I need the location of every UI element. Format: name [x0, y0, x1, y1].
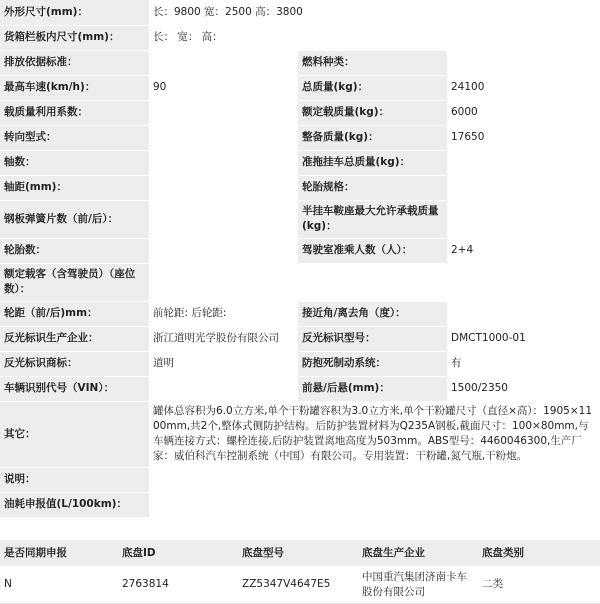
reflector-manufacturer-label: 反光标识生产企业：: [0, 326, 149, 351]
tire-count-label: 轮胎数：: [0, 238, 149, 263]
emission-standard-label: 排放依据标准：: [0, 50, 149, 75]
approach-angle-value: [447, 301, 600, 326]
wheelbase-value: [149, 175, 298, 200]
overhang-label: 前悬/后悬(mm)：: [298, 376, 447, 401]
wheelbase-label: 轴距(mm)：: [0, 175, 149, 200]
note-label: 说明：: [0, 467, 149, 492]
load-coefficient-label: 载质量利用系数：: [0, 100, 149, 125]
chassis-category-value: 二类: [478, 566, 600, 603]
load-coefficient-value: [149, 100, 298, 125]
saddle-load-label: 半挂车鞍座最大允许承载质量(kg)：: [298, 200, 447, 238]
reflector-brand-value: 道明: [149, 351, 298, 376]
fuel-consumption-label: 油耗申报值(L/100km)：: [0, 492, 149, 517]
chassis-header-id: 底盘ID: [118, 540, 238, 567]
overhang-value: 1500/2350: [447, 376, 600, 401]
saddle-load-value: [447, 200, 600, 238]
max-speed-value: 90: [149, 75, 298, 100]
dimensions-label: 外形尺寸(mm)：: [0, 0, 149, 25]
other-value: 罐体总容积为6.0立方米,单个干粉罐容积为3.0立方米,单个干粉罐尺寸（直径×高）：1905×1100mm,共2个,整体式侧防护结构。后防护装置材料为Q235A钢板,截面尺寸：100×80mm,与车辆连接方式：螺栓连接,后防护装置离地高度为503mm。ABS型号：4460046300,生产厂家：威伯科汽车控制系统（中国）有限公司。专用装置：干粉罐,氮气瓶,干粉炮。: [149, 401, 600, 467]
abs-label: 防抱死制动系统：: [298, 351, 447, 376]
reflector-model-label: 反光标识型号：: [298, 326, 447, 351]
total-mass-value: 24100: [447, 75, 600, 100]
trailer-mass-label: 准拖挂车总质量(kg)：: [298, 150, 447, 175]
fuel-type-label: 燃料种类：: [298, 50, 447, 75]
spring-count-value: [149, 200, 298, 238]
chassis-sync-value: N: [0, 566, 118, 603]
chassis-header-manufacturer: 底盘生产企业: [358, 540, 478, 567]
curb-mass-value: 17650: [447, 125, 600, 150]
total-mass-label: 总质量(kg)：: [298, 75, 447, 100]
rated-load-label: 额定载质量(kg)：: [298, 100, 447, 125]
vin-label: 车辆识别代号（VIN）：: [0, 376, 149, 401]
fuel-consumption-value: [149, 492, 600, 517]
approach-angle-label: 接近角/离去角（度）：: [298, 301, 447, 326]
trailer-mass-value: [447, 150, 600, 175]
section-gap: [0, 518, 600, 540]
chassis-table: [0, 540, 600, 604]
chassis-header-row: [0, 540, 600, 567]
cab-occupancy-label: 驾驶室准乘人数（人）：: [298, 238, 447, 263]
reflector-model-value: DMCT1000-01: [447, 326, 600, 351]
curb-mass-label: 整备质量(kg)：: [298, 125, 447, 150]
rated-load-value: 6000: [447, 100, 600, 125]
max-speed-label: 最高车速(km/h)：: [0, 75, 149, 100]
steering-type-label: 转向型式：: [0, 125, 149, 150]
chassis-header-model: 底盘型号: [238, 540, 358, 567]
table-row: [0, 566, 600, 603]
tire-spec-label: 轮胎规格：: [298, 175, 447, 200]
axle-count-label: 轴数：: [0, 150, 149, 175]
chassis-header-category: 底盘类别: [478, 540, 600, 567]
reflector-manufacturer-value: 浙江道明光学股份有限公司: [149, 326, 298, 351]
chassis-id-value: 2763814: [118, 566, 238, 603]
chassis-model-value: ZZ5347V4647E5: [238, 566, 358, 603]
cab-occupancy-value: 2+4: [447, 238, 600, 263]
tire-count-value: [149, 238, 298, 263]
abs-value: 有: [447, 351, 600, 376]
reflector-brand-label: 反光标识商标：: [0, 351, 149, 376]
emission-standard-value: [149, 50, 298, 75]
vin-value: [149, 376, 298, 401]
axle-count-value: [149, 150, 298, 175]
steering-type-value: [149, 125, 298, 150]
other-label: 其它：: [0, 401, 149, 467]
fuel-type-value: [447, 50, 600, 75]
chassis-manufacturer-value: 中国重汽集团济南卡车股份有限公司: [358, 566, 478, 603]
spring-count-label: 钢板弹簧片数（前/后）：: [0, 200, 149, 238]
passenger-capacity-value: [149, 263, 600, 301]
cargo-dimensions-value: 长： 宽： 高：: [149, 25, 600, 50]
tire-spec-value: [447, 175, 600, 200]
note-value: [149, 467, 600, 492]
passenger-capacity-label: 额定载客（含驾驶员）（座位数）：: [0, 263, 149, 301]
dimensions-value: 长：9800 宽：2500 高：3800: [149, 0, 600, 25]
track-width-value: 前轮距: 后轮距:: [149, 301, 298, 326]
chassis-header-sync: 是否同期申报: [0, 540, 118, 567]
track-width-label: 轮距（前/后)mm：: [0, 301, 149, 326]
cargo-dimensions-label: 货箱栏板内尺寸(mm)：: [0, 25, 149, 50]
